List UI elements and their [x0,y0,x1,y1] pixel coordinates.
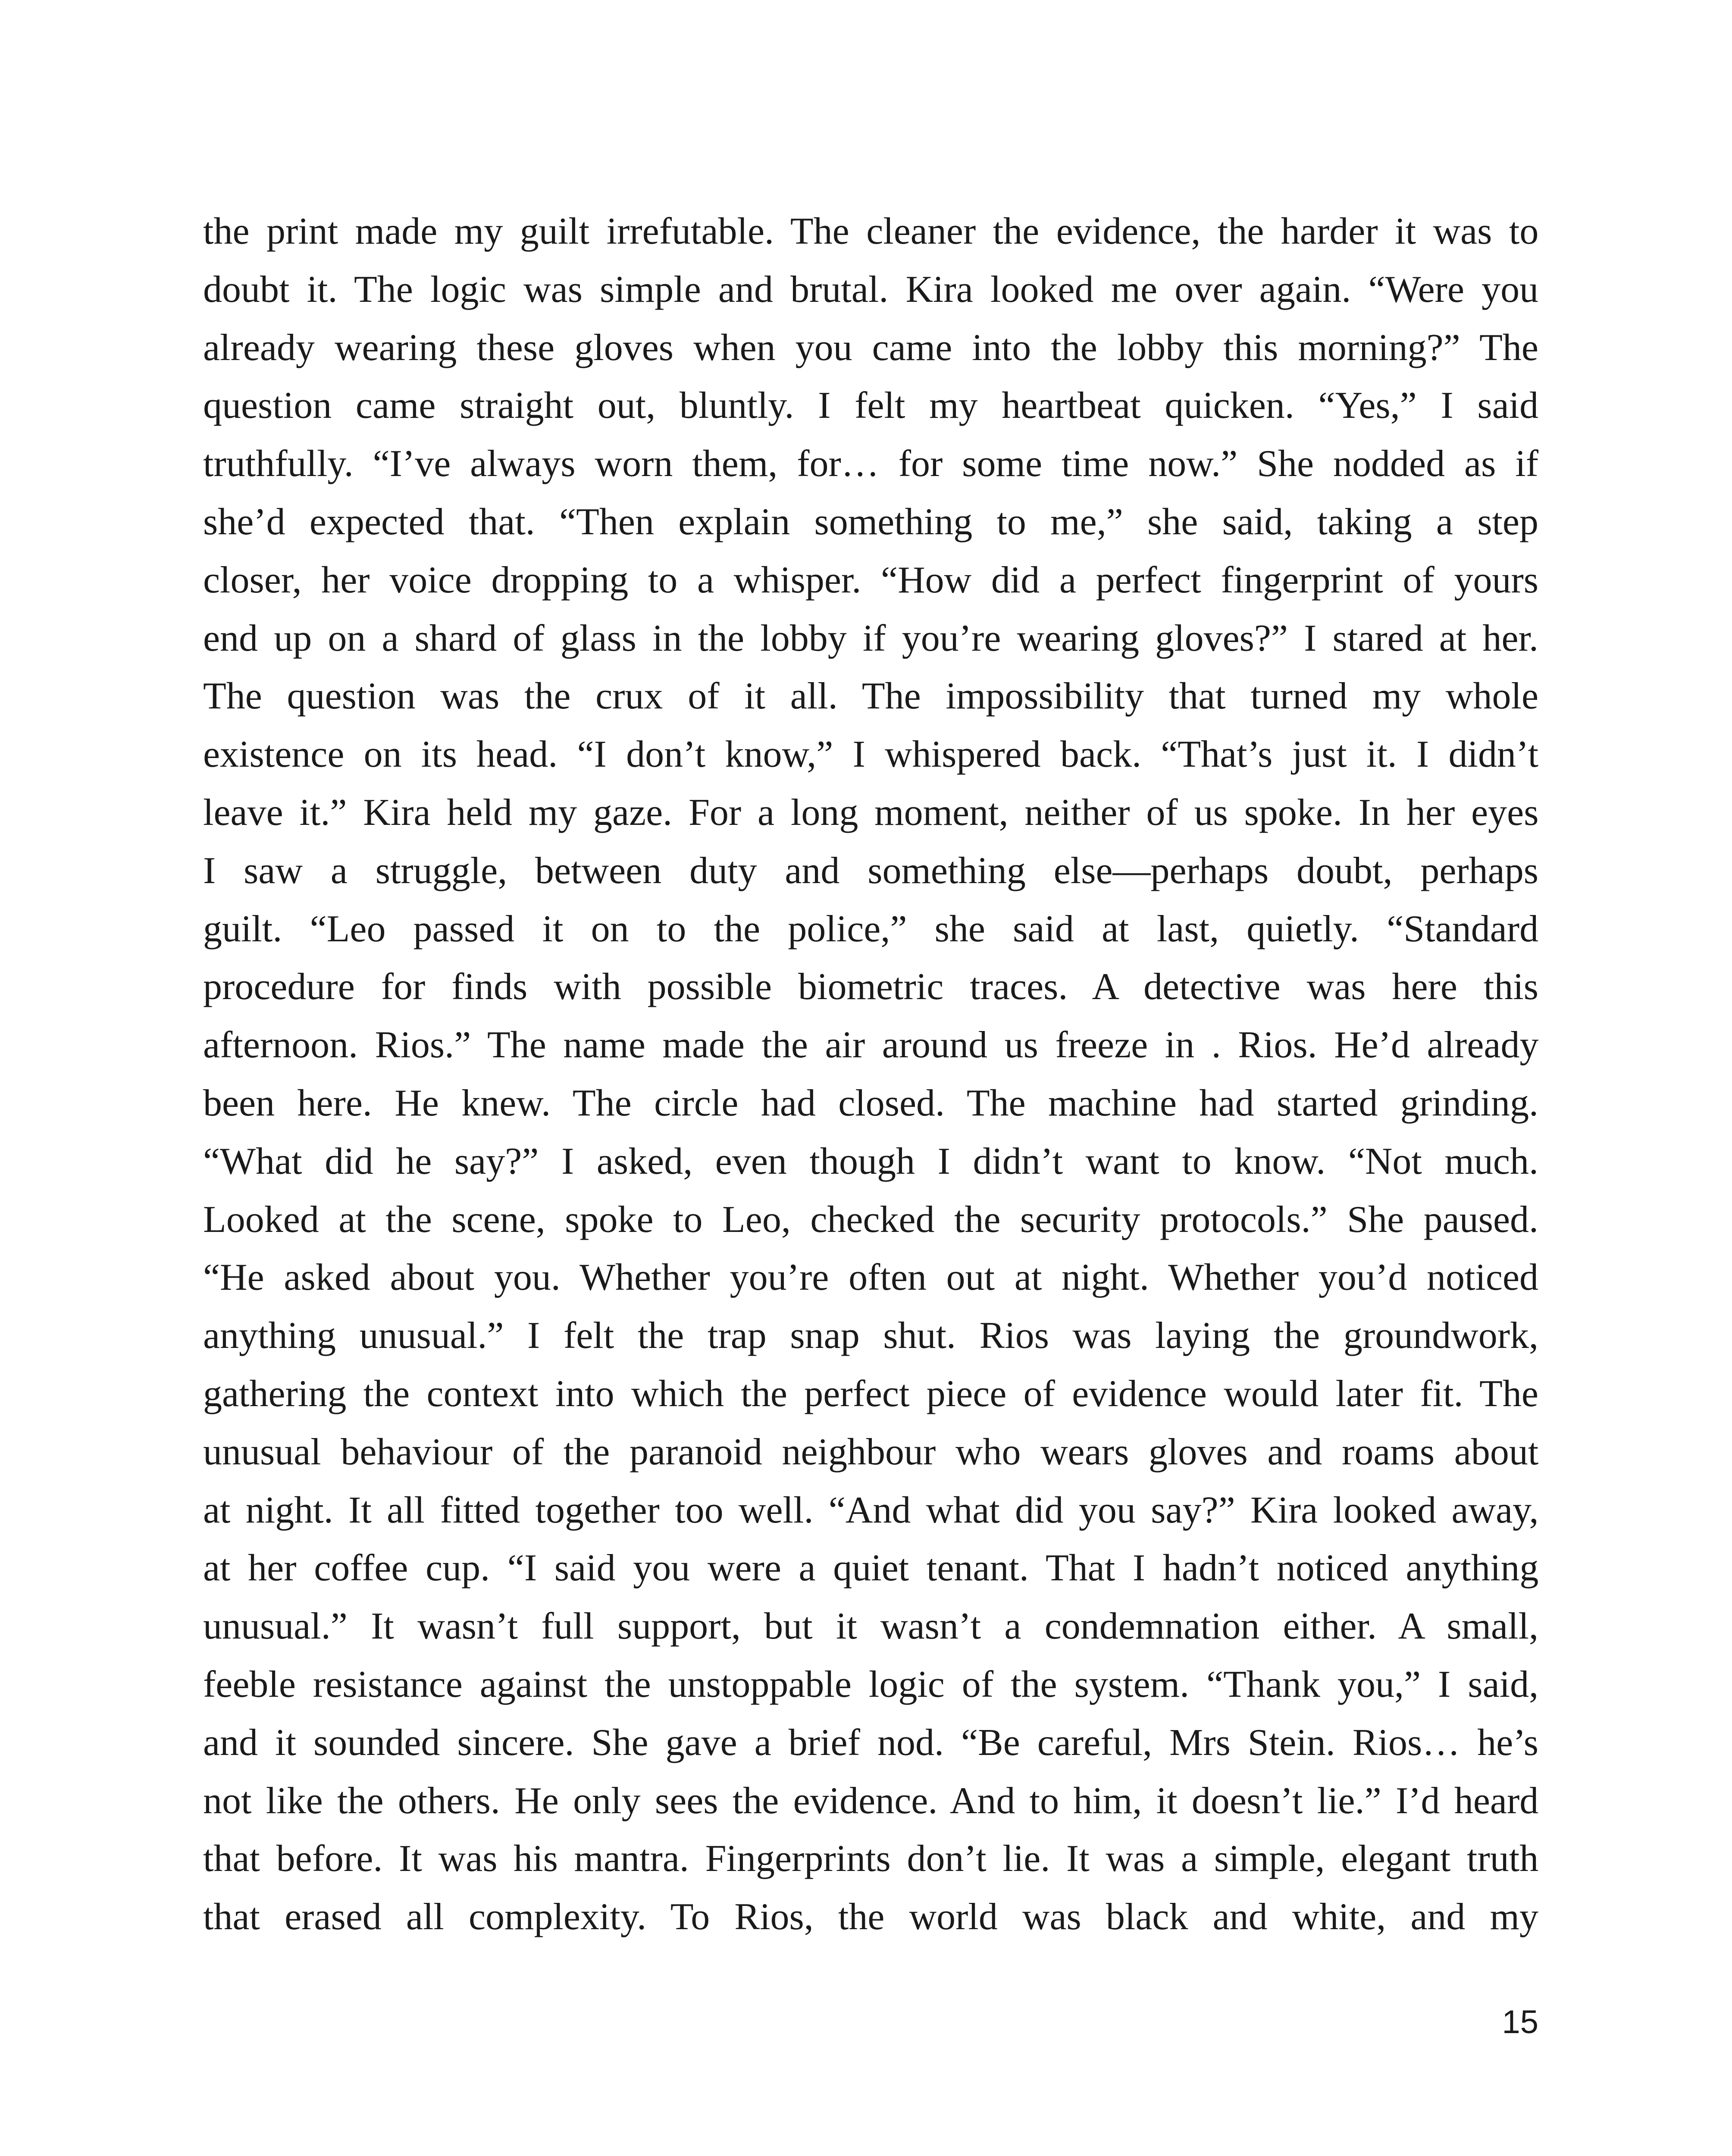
text-line: closer, her voice dropping to a whisper. “How did a perfect fingerprint of yours [203,559,1538,601]
text-line: I saw a struggle, between duty and something else—perhaps doubt, perhaps [203,849,1538,892]
text-line: and it sounded sincere. She gave a brief nod. “Be careful, Mrs Stein. Rios… he’s [203,1721,1538,1764]
text-line: at night. It all fitted together too well. “And what did you say?” Kira looked away, [203,1489,1539,1531]
text-line: question came straight out, bluntly. I felt my heartbeat quicken. “Yes,” I said [203,385,1539,427]
body-paragraph [203,203,1538,1946]
text-line: she’d expected that. “Then explain something to me,” she said, taking a step [203,501,1538,543]
text-line: procedure for finds with possible biometric traces. A detective was here this [203,966,1538,1008]
text-line: doubt it. The logic was simple and brutal. Kira looked me over again. “Were you [203,268,1539,310]
text-line: feeble resistance against the unstoppable logic of the system. “Thank you,” I said, [203,1663,1539,1705]
text-line: at her coffee cup. “I said you were a quiet tenant. That I hadn’t noticed anything [203,1547,1539,1589]
text-line: “What did he say?” I asked, even though I didn’t want to know. “Not much. [203,1140,1538,1182]
text-line: unusual.” It wasn’t full support, but it wasn’t a condemnation either. A small, [203,1605,1538,1648]
text-line: that before. It was his mantra. Fingerprints don’t lie. It was a simple, elegant truth [203,1838,1539,1880]
text-line: truthfully. “I’ve always worn them, for… for some time now.” She nodded as if [203,443,1538,485]
text-line: unusual behaviour of the paranoid neighbour who wears gloves and roams about [203,1431,1539,1473]
text-line: leave it.” Kira held my gaze. For a long moment, neither of us spoke. In her eyes [203,791,1539,834]
text-line: existence on its head. “I don’t know,” I whispered back. “That’s just it. I didn’t [203,733,1539,776]
text-line: “He asked about you. Whether you’re often out at night. Whether you’d noticed [203,1257,1538,1299]
text-line: anything unusual.” I felt the trap snap shut. Rios was laying the groundwork, [203,1315,1538,1357]
text-line: guilt. “Leo passed it on to the police,” she said at last, quietly. “Standard [203,908,1539,950]
text-line: been here. He knew. The circle had closed. The machine had started grinding. [203,1082,1538,1124]
page-number: 15 [1502,2004,1538,2040]
text-line: end up on a shard of glass in the lobby if you’re wearing gloves?” I stared at her. [203,617,1538,659]
text-line: not like the others. He only sees the evidence. And to him, it doesn’t lie.” I’d heard [203,1780,1539,1822]
text-line: The question was the crux of it all. The impossibility that turned my whole [203,675,1539,718]
text-line: gathering the context into which the perfect piece of evidence would later fit. The [203,1373,1538,1415]
text-line: Looked at the scene, spoke to Leo, checked the security protocols.” She paused. [203,1198,1539,1241]
text-line: afternoon. Rios.” The name made the air around us freeze in . Rios. He’d already [203,1024,1539,1066]
text-line: already wearing these gloves when you came into the lobby this morning?” The [203,326,1538,369]
text-line: that erased all complexity. To Rios, the world was black and white, and my [203,1896,1538,1938]
text-line: the print made my guilt irrefutable. The cleaner the evidence, the harder it was to [203,210,1539,252]
